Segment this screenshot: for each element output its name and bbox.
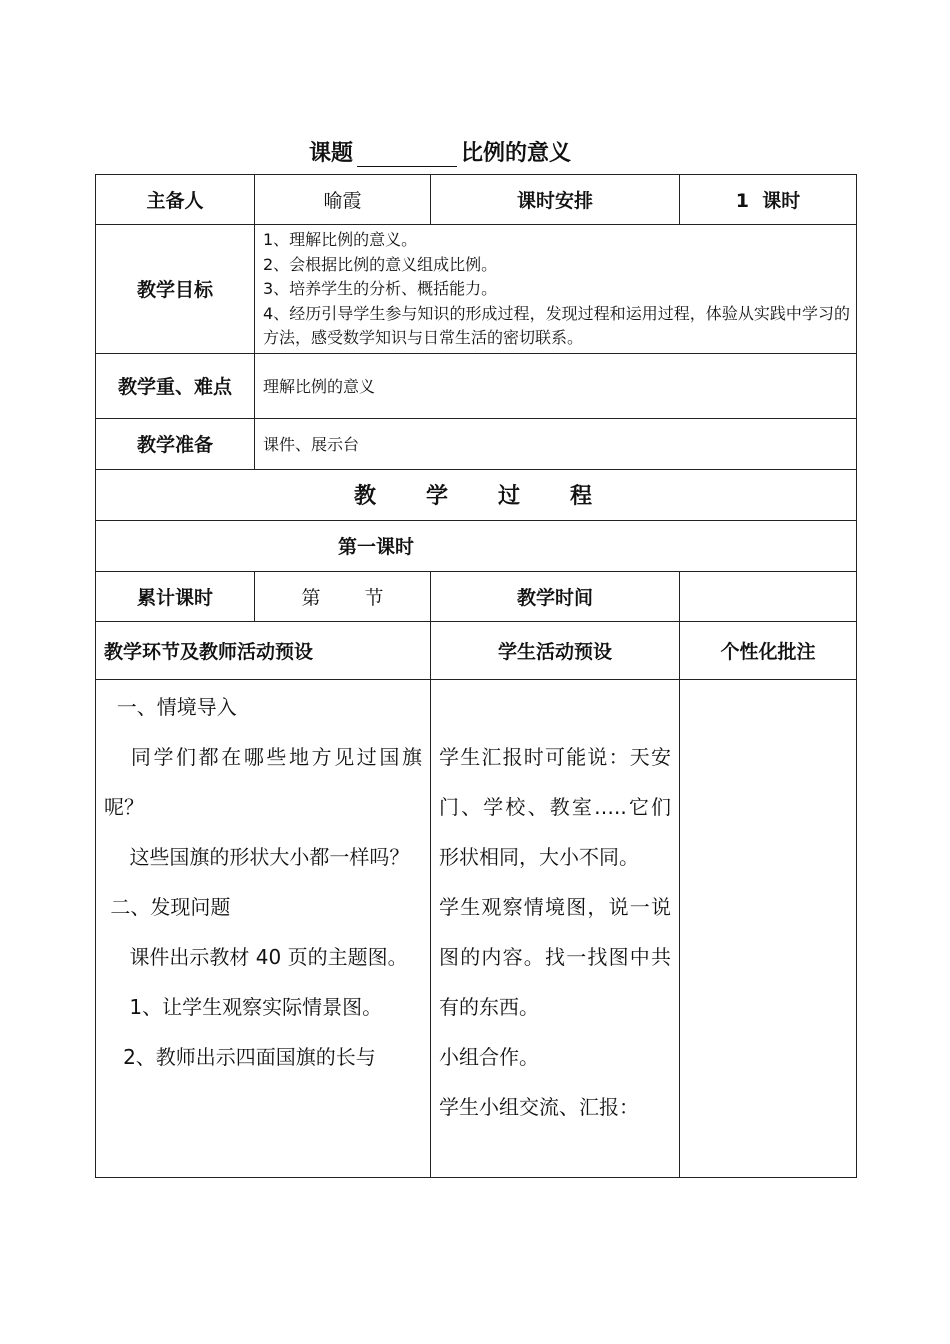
teacher-activities [96,679,431,1177]
preparer-row [96,175,857,225]
teacher-line: 同学们都在哪些地方见过国旗呢？ [104,744,422,819]
student-activities [431,679,680,1177]
goals-label: 教学目标 [96,225,255,354]
title-underline [357,142,457,167]
student-column-header: 学生活动预设 [431,621,680,679]
process-char: 学 [425,484,454,509]
process-char: 教 [353,484,382,509]
student-line: 学生汇报时可能说：天安门、学校、教室…..它们形状相同，大小不同。 [439,744,671,869]
preparation-row [96,418,857,469]
personal-notes [680,679,857,1177]
teacher-line: 1、让学生观察实际情景图。 [104,994,383,1019]
preparation-label: 教学准备 [96,418,255,469]
student-line: 学生小组交流、汇报： [439,1094,639,1119]
teacher-line: 一、情境导入 [104,694,237,719]
schedule-label: 课时安排 [431,175,680,225]
cumulative-row [96,571,857,621]
student-line: 小组合作。 [439,1044,539,1069]
teacher-line: 2、教师出示四面国旗的长与 [104,1044,376,1069]
preparer-name: 喻霞 [255,175,431,225]
teaching-time-label: 教学时间 [431,571,680,621]
goal-item: 1、理解比例的意义。 [263,230,418,249]
process-char: 过 [498,484,527,509]
process-char: 程 [570,484,599,509]
cumulative-label: 累计课时 [96,571,255,621]
preparer-label: 主备人 [96,175,255,225]
goals-row [96,225,857,354]
key-points-value: 理解比例的意义 [255,353,857,418]
student-line: 学生观察情境图，说一说图的内容。找一找图中共有的东西。 [439,894,671,1019]
lesson-title [0,136,880,167]
schedule-value: 1 课时 [680,175,857,225]
activities-row [96,679,857,1177]
notes-column-header: 个性化批注 [680,621,857,679]
goal-item: 2、会根据比例的意义组成比例。 [263,254,498,274]
process-heading [96,469,857,520]
preparation-value: 课件、展示台 [255,418,857,469]
process-row [96,469,857,520]
period-row [96,520,857,571]
key-points-label: 教学重、难点 [96,353,255,418]
teacher-line: 二、发现问题 [104,894,231,919]
period-label: 第一课时 [96,520,857,571]
cumulative-value-b: 节 [364,586,384,609]
key-points-row [96,353,857,418]
title-label: 课题 [308,141,353,166]
goals-list [255,225,857,354]
columns-header-row [96,621,857,679]
teacher-line: 课件出示教材 40 页的主题图。 [104,944,408,969]
teacher-line: 这些国旗的形状大小都一样吗？ [104,844,410,869]
teacher-column-header: 教学环节及教师活动预设 [96,621,431,679]
goal-item: 3、培养学生的分析、概括能力。 [263,279,498,298]
cumulative-value-a: 第 [301,586,321,609]
title-text: 比例的意义 [461,141,572,166]
cumulative-value [255,571,431,621]
lesson-plan-table [95,174,857,1178]
teaching-time-value [680,571,857,621]
goal-item: 4、经历引导学生参与知识的形成过程，发现过程和运用过程，体验从实践中学习的方法，感受数学知识与日常生活的密切联系。 [263,303,850,347]
